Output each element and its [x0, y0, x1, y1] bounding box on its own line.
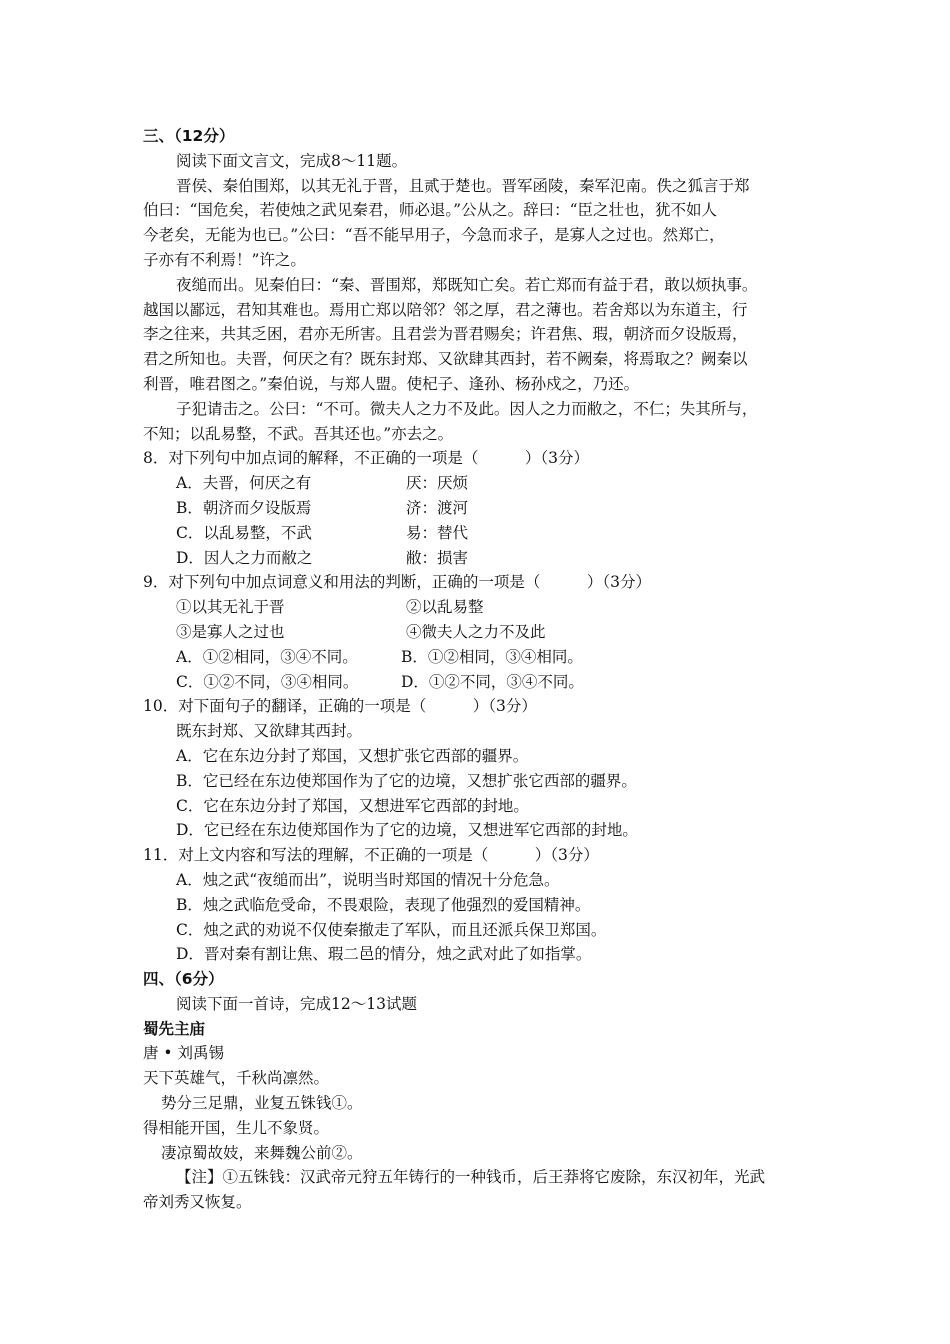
- passage-line: 李之往来，共其乏困，君亦无所害。且君尝为晋君赐矣；许君焦、瑕，朝济而夕设版焉，: [143, 325, 748, 344]
- question-9-options: [143, 670, 815, 695]
- item: ③是寡人之过也: [176, 622, 285, 641]
- option-sentence: B．朝济而夕设版焉: [176, 498, 312, 517]
- passage-line: 不知；以乱易整，不武。吾其还也。”亦去之。: [143, 424, 454, 443]
- question-10-sentence: 既东封郑、又欲肆其西封。: [176, 722, 363, 741]
- option-sentence: D．因人之力而敝之: [176, 548, 313, 567]
- question-10-option: D．它已经在东边使郑国作为了它的边境，又想进军它西部的封地。: [176, 821, 638, 840]
- option: B．①②相同，③④相同。: [401, 647, 583, 666]
- item: ②以乱易整: [406, 598, 484, 617]
- option: D．①②不同，③④不同。: [401, 672, 584, 691]
- option-gloss: 厌：厌烦: [406, 474, 469, 493]
- question-8-option: [143, 521, 815, 546]
- option-sentence: A．夫晋，何厌之有: [176, 474, 312, 493]
- question-8-stem: 8．对下列句中加点词的解释，不正确的一项是（ ）（3分）: [143, 449, 589, 468]
- section-3-heading: 三、（12分）: [143, 127, 235, 145]
- item: ④微夫人之力不及此: [406, 622, 546, 641]
- passage-line: 君之所知也。夫晋，何厌之有？既东封郑、又欲肆其西封，若不阙秦，将焉取之？阙秦以: [143, 350, 748, 369]
- poem-line: 凄凉蜀故妓，来舞魏公前②。: [161, 1143, 363, 1162]
- poem-title: 蜀先主庙: [143, 1019, 206, 1038]
- question-8-option: [143, 546, 815, 571]
- question-10-option: B．它已经在东边使郑国作为了它的边境，又想扩张它西部的疆界。: [176, 771, 637, 790]
- passage-line: 今老矣，无能为也已。”公曰：“吾不能早用子，今急而求子，是寡人之过也。然郑亡，: [143, 226, 725, 245]
- option-sentence: C．以乱易整，不武: [176, 523, 312, 542]
- passage-line: 夜缒而出。见秦伯曰：“秦、晋围郑，郑既知亡矣。若亡郑而有益于君，敢以烦执事。: [176, 275, 758, 294]
- passage-line: 子亦有不利焉！”许之。: [143, 250, 306, 269]
- question-10-stem: 10．对下面句子的翻译，正确的一项是（ ）（3分）: [143, 697, 537, 716]
- question-11-option: A．烛之武“夜缒而出”，说明当时郑国的情况十分危急。: [176, 870, 560, 889]
- question-9-items: [143, 595, 815, 620]
- option: A．①②相同，③④不同。: [176, 647, 358, 666]
- question-11-option: D．晋对秦有割让焦、瑕二邑的情分，烛之武对此了如指掌。: [176, 945, 592, 964]
- option: C．①②不同，③④相同。: [176, 672, 359, 691]
- section-4-heading: 四、（6分）: [143, 970, 224, 989]
- item: ①以其无礼于晋: [176, 598, 285, 617]
- section-3-intro: 阅读下面文言文，完成8～11题。: [176, 151, 408, 170]
- poem-note: 帝刘秀又恢复。: [143, 1193, 252, 1212]
- question-9-options: [143, 645, 815, 670]
- question-11-option: C．烛之武的劝说不仅使秦撤走了军队，而且还派兵保卫郑国。: [176, 920, 607, 939]
- question-11-stem: 11．对上文内容和写法的理解，不正确的一项是（ ）（3分）: [143, 846, 599, 865]
- poem-note: 【注】①五铢钱：汉武帝元狩五年铸行的一种钱币，后王莽将它废除，东汉初年，光武: [176, 1168, 766, 1187]
- passage-line: 利晋，唯君图之。”秦伯说，与郑人盟。使杞子、逢孙、杨孙戍之，乃还。: [143, 374, 640, 393]
- poem-line: 天下英雄气，千秋尚凛然。: [143, 1069, 330, 1088]
- option-gloss: 敝：损害: [406, 548, 469, 567]
- poem-line: 得相能开国，生儿不象贤。: [143, 1118, 330, 1137]
- option-gloss: 易：替代: [406, 523, 469, 542]
- question-8-option: [143, 471, 815, 496]
- poem-line: 势分三足鼎，业复五铢钱①。: [161, 1094, 363, 1113]
- passage-line: 晋侯、秦伯围郑，以其无礼于晋，且贰于楚也。晋军函陵，秦军氾南。佚之狐言于郑: [176, 176, 750, 195]
- passage-line: 子犯请击之。公曰：“不可。微夫人之力不及此。因人之力而敝之，不仁；失其所与，: [176, 399, 758, 418]
- exam-page: [143, 124, 815, 1215]
- question-10-option: C．它在东边分封了郑国，又想进军它西部的封地。: [176, 796, 529, 815]
- section-4-intro: 阅读下面一首诗，完成12～13试题: [176, 994, 417, 1013]
- passage-line: 越国以鄙远，君知其难也。焉用亡郑以陪邻？邻之厚，君之薄也。若舍郑以为东道主，行: [143, 300, 748, 319]
- option-gloss: 济：渡河: [406, 498, 469, 517]
- question-9-stem: 9．对下列句中加点词意义和用法的判断，正确的一项是（ ）（3分）: [143, 573, 651, 592]
- question-8-option: [143, 496, 815, 521]
- question-11-option: B．烛之武临危受命，不畏艰险，表现了他强烈的爱国精神。: [176, 895, 591, 914]
- question-10-option: A．它在东边分封了郑国，又想扩张它西部的疆界。: [176, 746, 529, 765]
- question-9-items: [143, 620, 815, 645]
- passage-line: 伯曰：“国危矣，若使烛之武见秦君，师必退。”公从之。辞曰：“臣之壮也，犹不如人: [143, 201, 718, 220]
- poem-author: 唐 • 刘禹锡: [143, 1044, 224, 1063]
